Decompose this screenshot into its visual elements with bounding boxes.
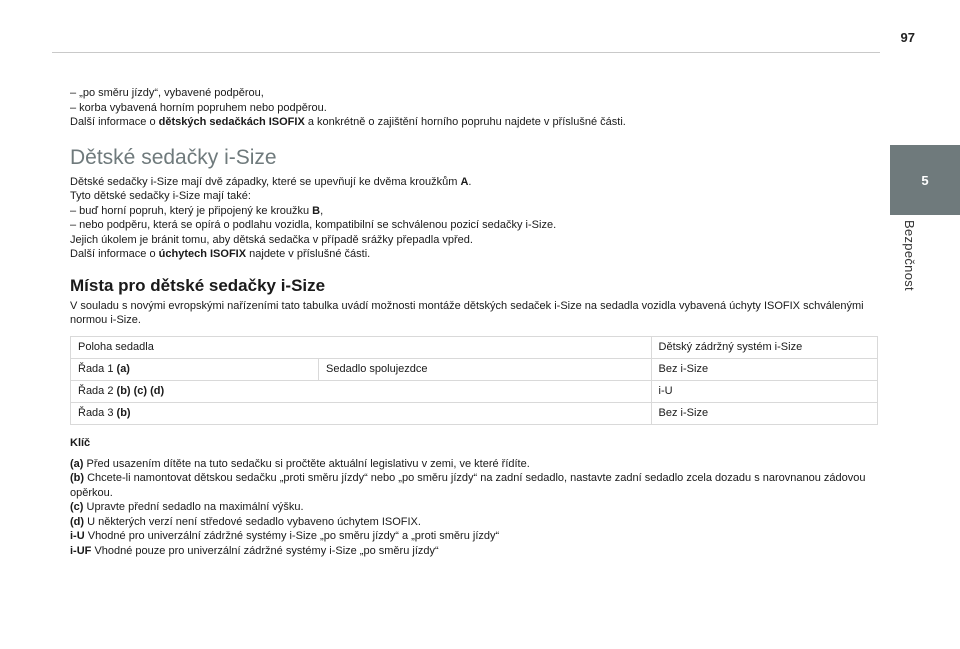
isize-para-3: – buď horní popruh, který je připojený ke kroužku B, xyxy=(70,204,324,217)
page-number: 97 xyxy=(900,30,915,45)
header-divider xyxy=(52,52,880,53)
table-row xyxy=(71,358,878,380)
table-cell: Bez i-Size xyxy=(651,358,877,380)
isize-para-1: Dětské sedačky i-Size mají dvě západky, které se upevňují ke dvěma kroužkům A. xyxy=(70,175,472,188)
key-item: i-U Vhodné pro univerzální zádržné systémy i-Size „po směru jízdy“ a „proti směru jízdy“ xyxy=(70,530,500,542)
intro-line-3: Další informace o dětských sedačkách ISOFIX a konkrétně o zajištění horního popruhu najdete v příslušné části. xyxy=(70,116,626,128)
chapter-label: Bezpečnost xyxy=(902,220,917,291)
table-header-cell: Dětský zádržný systém i-Size xyxy=(651,336,877,358)
table-cell: Řada 2 (b) (c) (d) xyxy=(71,380,652,402)
table-cell: i-U xyxy=(651,380,877,402)
isize-para-6: Další informace o úchytech ISOFIX najdete v příslušné části. xyxy=(70,248,371,260)
key-item: (c) Upravte přední sedadlo na maximální výšku. xyxy=(70,501,304,513)
intro-line-1: – „po směru jízdy“, vybavené podpěrou, xyxy=(70,87,264,99)
chapter-tab[interactable] xyxy=(890,145,960,215)
seat-table xyxy=(70,336,878,425)
chapter-number: 5 xyxy=(921,172,929,188)
key-item: i-UF Vhodné pouze pro univerzální zádržné systémy i-Size „po směru jízdy“ xyxy=(70,544,439,557)
isize-para-5: Jejich úkolem je bránit tomu, aby dětská sedačka v případě srážky přepadla vpřed. xyxy=(70,233,473,246)
table-header-cell: Poloha sedadla xyxy=(71,336,652,358)
key-title: Klíč xyxy=(70,436,91,449)
isize-para-4: – nebo podpěru, která se opírá o podlahu vozidla, kompatibilní se schválenou pozicí sedačky i-Size. xyxy=(70,219,557,231)
table-row xyxy=(71,380,878,402)
table-cell: Řada 1 (a) xyxy=(71,358,319,380)
table-cell: Bez i-Size xyxy=(651,402,877,424)
intro-line-2: – korba vybavená horním popruhem nebo podpěrou. xyxy=(70,101,327,114)
page-content xyxy=(70,86,880,558)
key-item: (a) Před usazením dítěte na tuto sedačku si pročtěte aktuální legislativu v zemi, ve které řídíte. xyxy=(70,457,530,470)
table-row xyxy=(71,402,878,424)
key-item: (d) U některých verzí není středové sedadlo vybaveno úchytem ISOFIX. xyxy=(70,515,421,528)
isize-para-2: Tyto dětské sedačky i-Size mají také: xyxy=(70,190,251,202)
key-item: (b) Chcete-li namontovat dětskou sedačku „proti směru jízdy“ nebo „po směru jízdy“ na zadní sedadlo, nastavte zadní sedadlo zcela dozadu s narovnanou zádovou opěrkou. xyxy=(70,472,866,499)
table-header-row xyxy=(71,336,878,358)
seats-intro: V souladu s novými evropskými nařízeními tato tabulka uvádí možnosti montáže dětských sedaček i-Size na sedadla vozidla vybavená úchyty ISOFIX schválenými normou i-Size. xyxy=(70,299,864,326)
table-cell: Sedadlo spolujezdce xyxy=(319,358,652,380)
section-title-isize: Dětské sedačky i-Size xyxy=(70,145,277,169)
table-cell: Řada 3 (b) xyxy=(71,402,652,424)
section-title-seats: Místa pro dětské sedačky i-Size xyxy=(70,275,326,295)
